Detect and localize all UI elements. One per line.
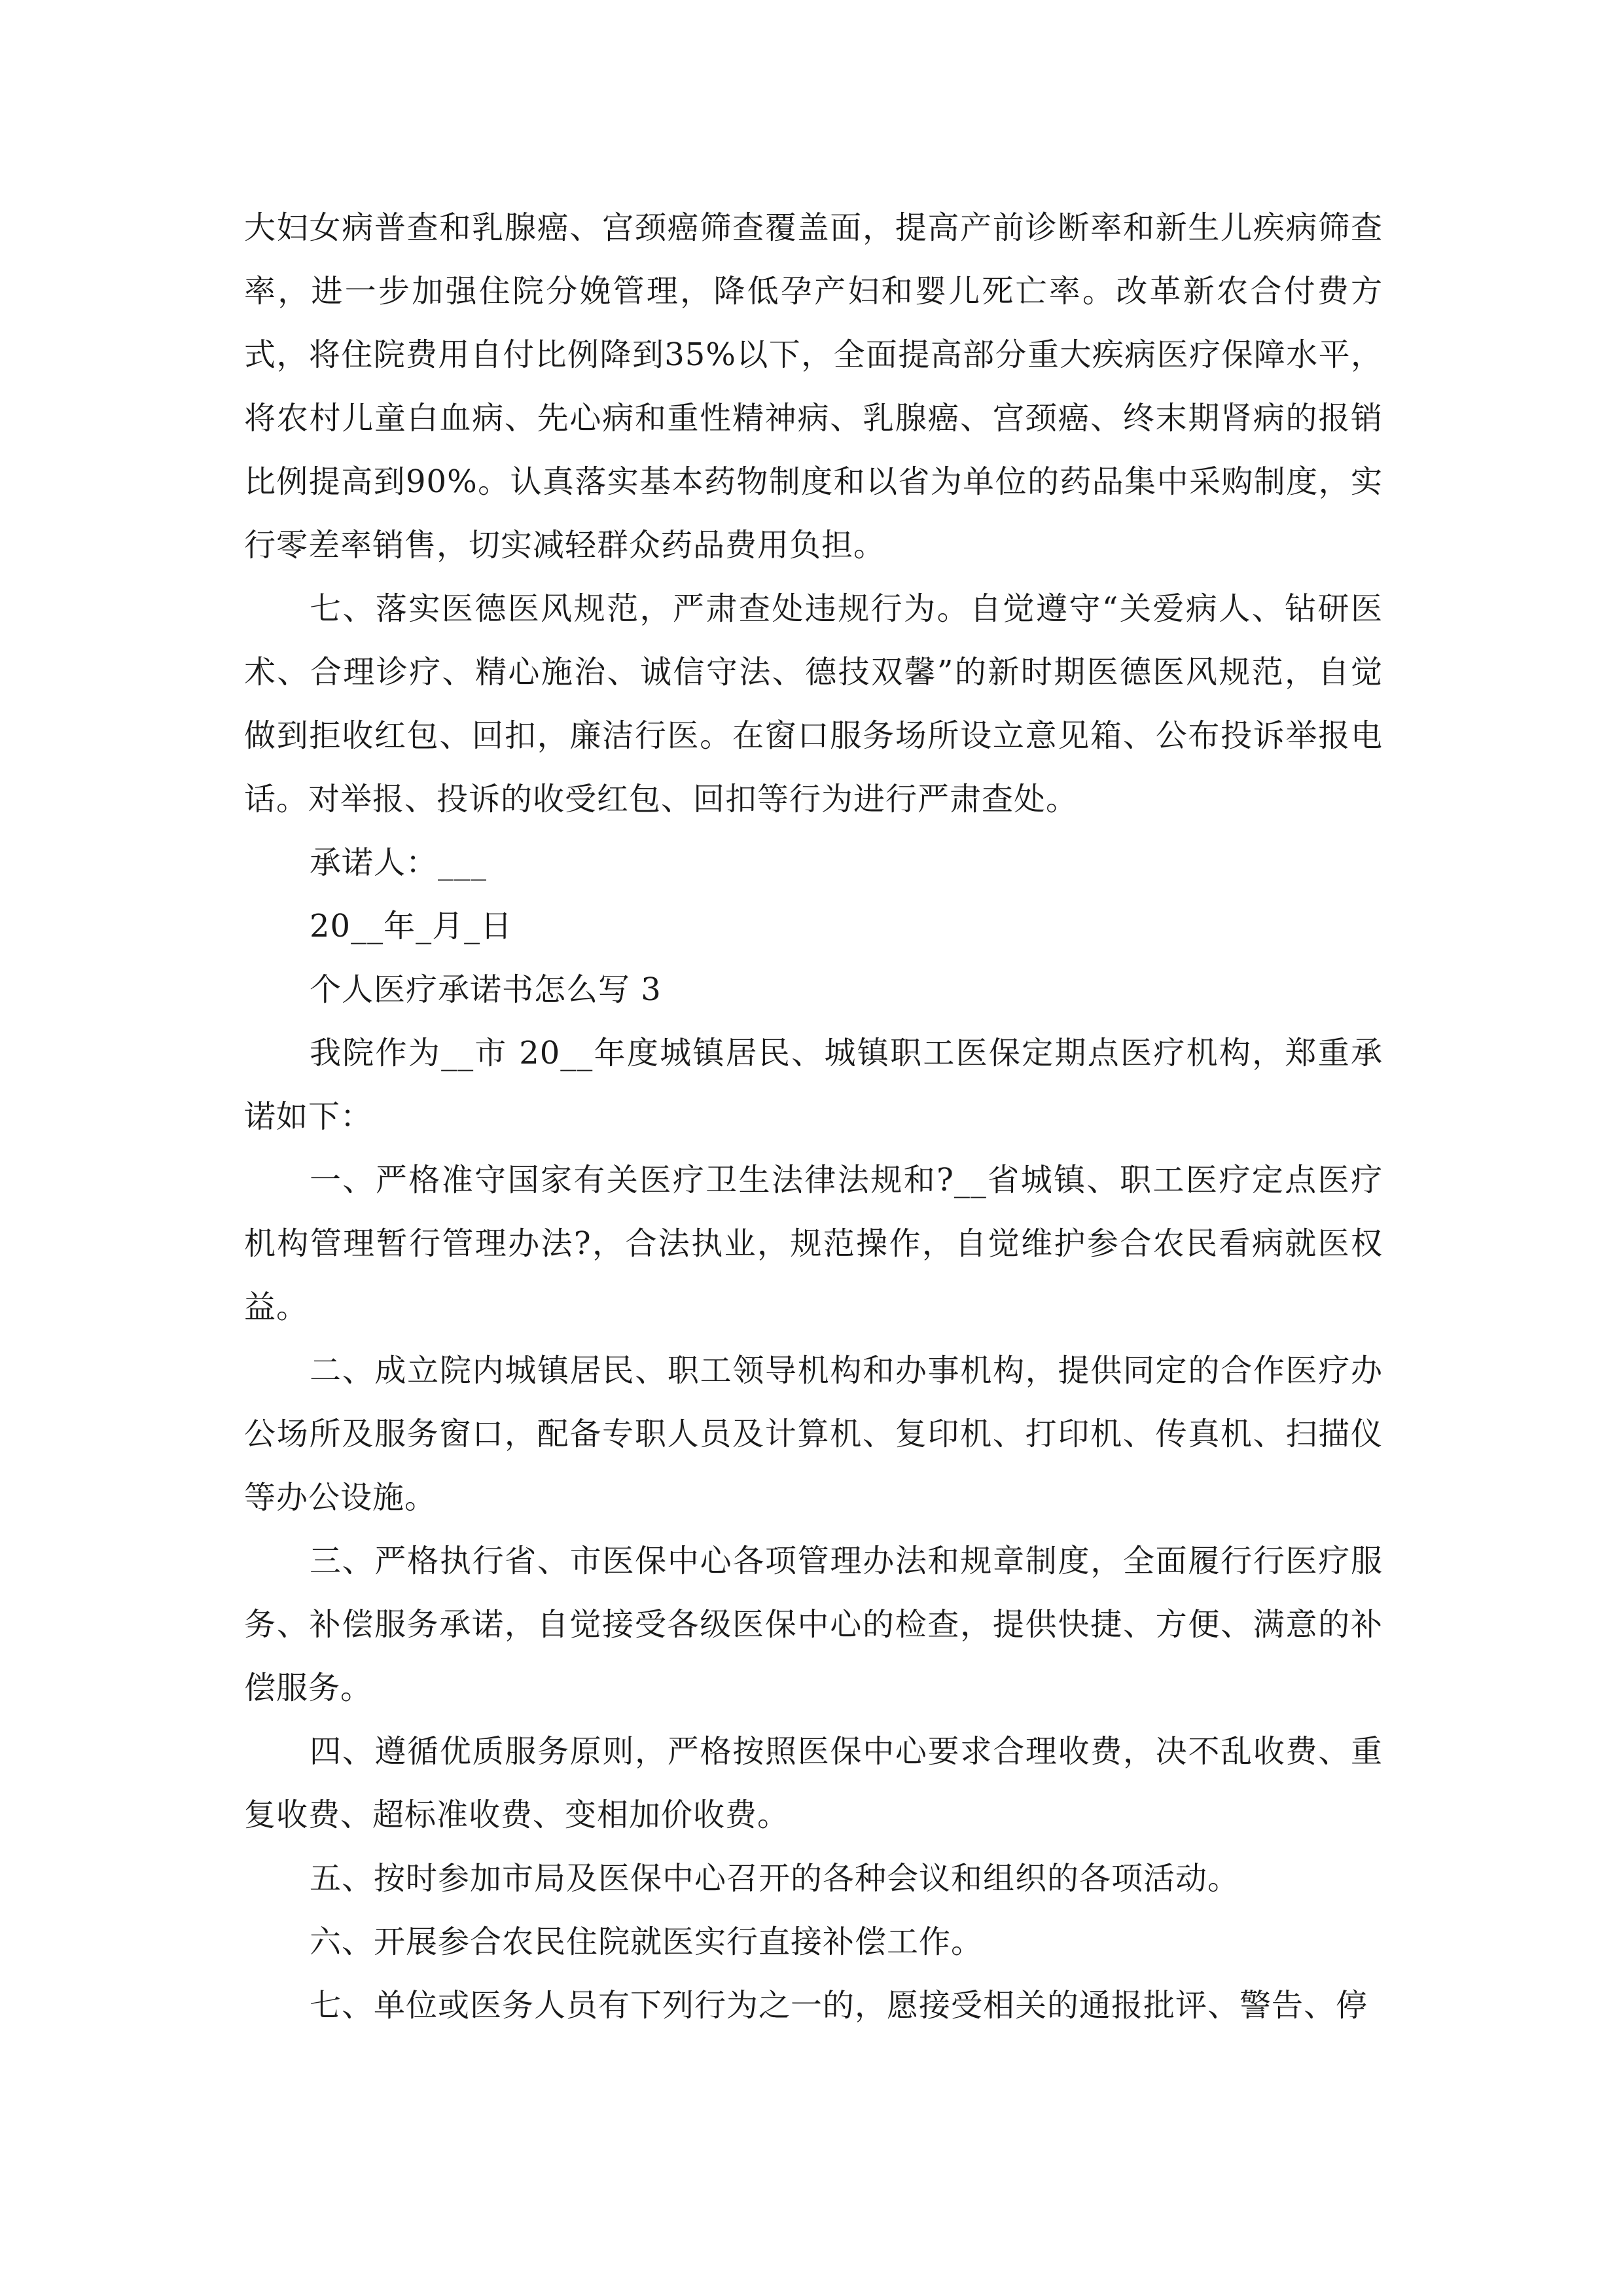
paragraph-item-2: 二、成立院内城镇居民、职工领导机构和办事机构，提供同定的合作医疗办公场所及服务窗口，配备专职人员及计算机、复印机、打印机、传真机、扫描仪等办公设施。 — [244, 1352, 1383, 1516]
date-line: 20__年_月_日 — [310, 908, 513, 944]
paragraph-item-3: 三、严格执行省、市医保中心各项管理办法和规章制度，全面履行行医疗服务、补偿服务承诺，自觉接受各级医保中心的检查，提供快捷、方便、满意的补偿服务。 — [244, 1543, 1383, 1706]
paragraph-continued-health-measures: 大妇女病普查和乳腺癌、宫颈癌筛查覆盖面，提高产前诊断率和新生儿疾病筛查率，进一步加强住院分娩管理，降低孕产妇和婴儿死亡率。改革新农合付费方式，将住院费用自付比例降到35%以下，全面提高部分重大疾病医疗保障水平，将农村儿童白血病、先心病和重性精神病、乳腺癌、宫颈癌、终末期肾病的报销比例提高到90%。认真落实基本药物制度和以省为单位的药品集中采购制度，实行零差率销售，切实减轻群众药品费用负担。 — [244, 209, 1383, 564]
signatory-line: 承诺人：___ — [310, 844, 488, 881]
paragraph-item-4: 四、遵循优质服务原则，严格按照医保中心要求合理收费，决不乱收费、重复收费、超标准收费、变相加价收费。 — [244, 1733, 1383, 1833]
section-heading: 个人医疗承诺书怎么写 3 — [310, 971, 662, 1008]
paragraph-intro: 我院作为__市 20__年度城镇居民、城镇职工医保定期点医疗机构，郑重承诺如下： — [244, 1035, 1383, 1135]
paragraph-item-5: 五、按时参加市局及医保中心召开的各种会议和组织的各项活动。 — [310, 1860, 1240, 1897]
paragraph-item-7: 七、单位或医务人员有下列行为之一的，愿接受相关的通报批评、警告、停 — [310, 1987, 1368, 2024]
paragraph-item-6: 六、开展参合农民住院就医实行直接补偿工作。 — [310, 1924, 984, 1960]
paragraph-item-7-ethics: 七、落实医德医风规范，严肃查处违规行为。自觉遵守“关爱病人、钻研医术、合理诊疗、精心施治、诚信守法、德技双馨”的新时期医德医风规范，自觉做到拒收红包、回扣，廉洁行医。在窗口服务场所设立意见箱、公布投诉举报电话。对举报、投诉的收受红包、回扣等行为进行严肃查处。 — [244, 590, 1383, 817]
paragraph-item-1: 一、严格准守国家有关医疗卫生法律法规和?__省城镇、职工医疗定点医疗机构管理暂行管理办法?，合法执业，规范操作，自觉维护参合农民看病就医权益。 — [244, 1162, 1383, 1325]
document-body — [244, 196, 1383, 2037]
